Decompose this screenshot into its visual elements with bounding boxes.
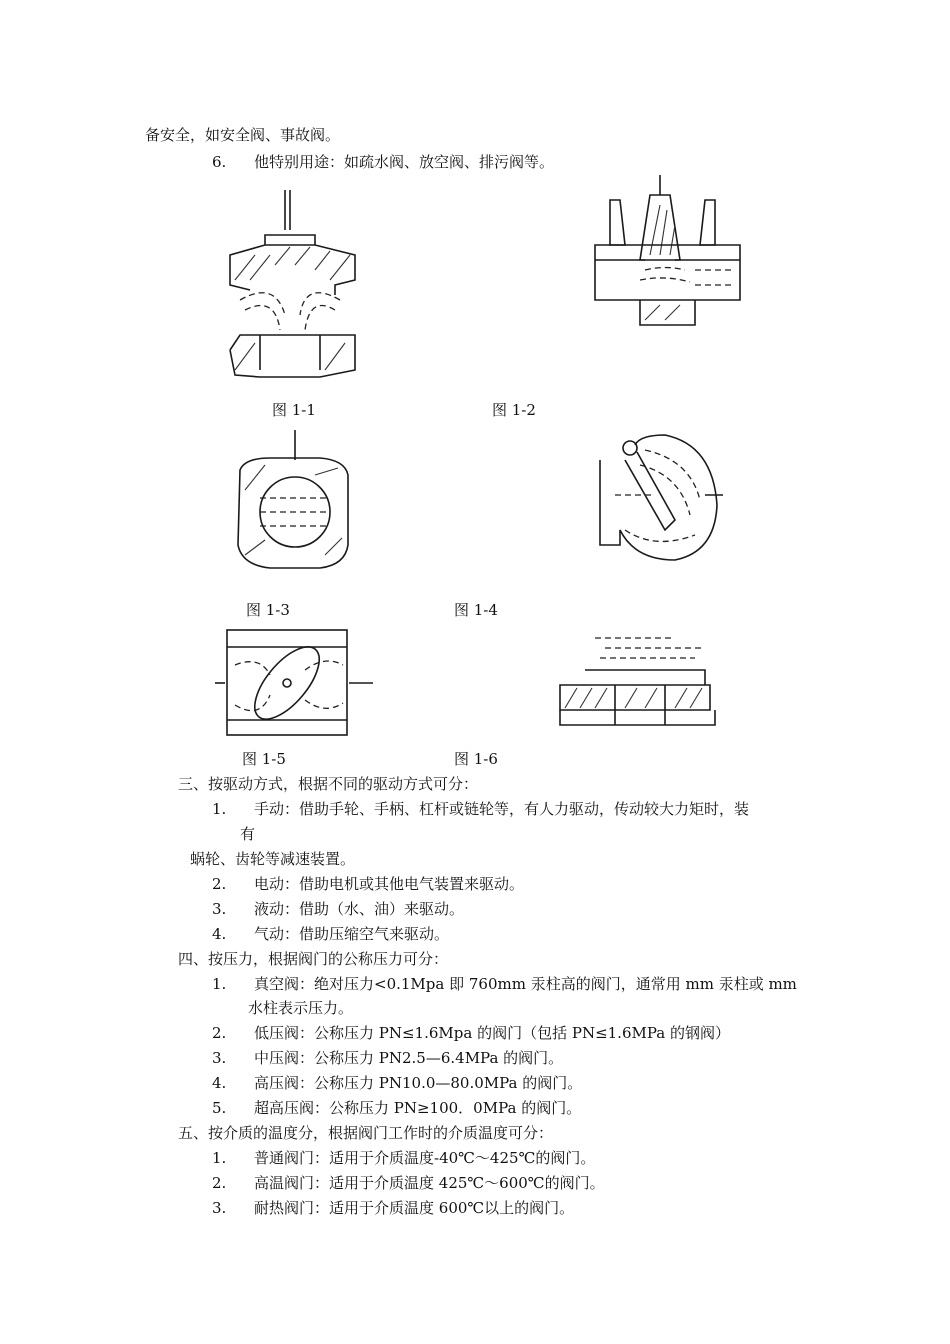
list-text: 超高压阀：公称压力 PN≥100．0MPa 的阀门。 [254,1099,582,1117]
list-number: 3. [212,1199,227,1217]
list-item [212,1023,730,1043]
list-continuation: 水柱表示压力。 [248,999,354,1017]
list-number: 1. [212,1149,227,1167]
list-text: 普通阀门：适用于介质温度-40℃～425℃的阀门。 [254,1149,596,1167]
list-text: 中压阀：公称压力 PN2.5—6.4MPa 的阀门。 [254,1049,564,1067]
list-text: 低压阀：公称压力 PN≤1.6Mpa 的阀门（包括 PN≤1.6MPa 的钢阀） [254,1024,730,1042]
figure-caption: 图 1-4 [454,601,498,619]
figure-caption: 图 1-6 [454,750,498,768]
valve-figure-1-3 [230,430,355,575]
list-text: 电动：借助电机或其他电气装置来驱动。 [254,875,525,893]
list-number: 1. [212,800,227,818]
list-text: 高压阀：公称压力 PN10.0—80.0MPa 的阀门。 [254,1074,583,1092]
section-heading-3: 三、按驱动方式，根据不同的驱动方式可分： [178,775,479,793]
list-text: 手动：借助手轮、手柄、杠杆或链轮等，有人力驱动，传动较大力矩时，装 [254,800,750,818]
list-item [212,899,464,919]
figure-caption: 图 1-3 [246,601,290,619]
list-item [212,1098,581,1118]
list-number: 4. [212,925,227,943]
list-text: 高温阀门：适用于介质温度 425℃～600℃的阀门。 [254,1174,605,1192]
valve-figure-1-1 [215,185,365,385]
valve-figure-1-6 [555,630,720,730]
section-heading-5: 五、按介质的温度分，根据阀门工作时的介质温度可分： [178,1124,554,1142]
list-text: 真空阀：绝对压力<0.1Mpa 即 760mm 汞柱高的阀门，通常用 mm 汞柱或 mm [254,975,797,993]
list-number: 3. [212,900,227,918]
list-text: 耐热阀门：适用于介质温度 600℃以上的阀门。 [254,1199,575,1217]
list-number: 6. [212,153,227,171]
figure-caption: 图 1-2 [492,401,536,419]
list-number: 5. [212,1099,227,1117]
figure-caption: 图 1-5 [242,750,286,768]
list-continuation: 有 [240,825,256,843]
paragraph-continuation: 备安全，如安全阀、事故阀。 [145,126,341,144]
section-heading-4: 四、按压力，根据阀门的公称压力可分： [178,950,449,968]
valve-figure-1-5 [215,625,375,740]
list-number: 1. [212,975,227,993]
list-item [212,874,524,894]
figure-caption: 图 1-1 [272,401,316,419]
list-text: 液动：借助（水、油）来驱动。 [254,900,465,918]
list-continuation: 蜗轮、齿轮等减速装置。 [190,850,356,868]
list-text: 气动：借助压缩空气来驱动。 [254,925,450,943]
list-item [212,974,797,994]
list-item [212,1073,582,1093]
valve-figure-1-2 [565,170,750,385]
list-item [212,924,449,944]
list-number: 2. [212,1174,227,1192]
list-item [212,799,749,819]
list-text: 他特别用途：如疏水阀、放空阀、排污阀等。 [254,153,555,171]
list-item [212,1198,574,1218]
list-number: 3. [212,1049,227,1067]
list-number: 4. [212,1074,227,1092]
list-item [212,152,554,172]
list-number: 2. [212,875,227,893]
valve-figure-1-4 [595,420,725,565]
list-item [212,1173,605,1193]
list-number: 2. [212,1024,227,1042]
list-item [212,1148,595,1168]
list-item [212,1048,563,1068]
